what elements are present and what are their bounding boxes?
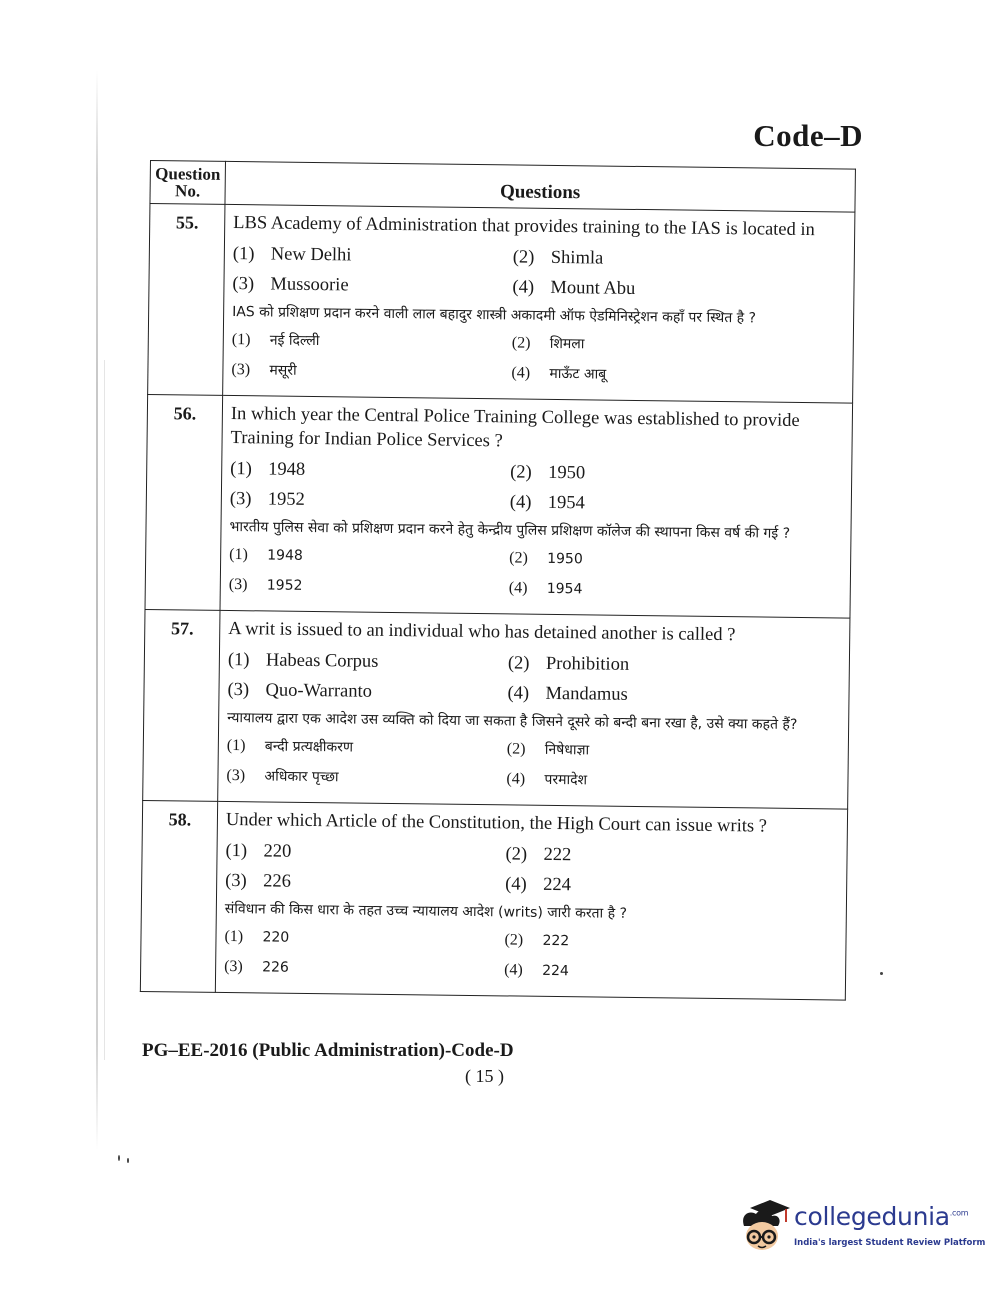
- option-number: (1): [224, 927, 244, 946]
- english-options: [227, 647, 841, 710]
- option-number: (2): [510, 462, 532, 483]
- question-number: 57.: [143, 609, 220, 801]
- option-number: (2): [504, 931, 524, 949]
- option-text: 226: [262, 959, 289, 976]
- english-options: [225, 838, 839, 901]
- option-number: (1): [226, 736, 246, 755]
- option-text: Quo-Warranto: [265, 680, 373, 702]
- english-option: [510, 459, 843, 489]
- option-number: (1): [230, 459, 252, 480]
- option-number: (3): [228, 575, 248, 594]
- english-option: [512, 274, 845, 304]
- question-text-english: In which year the Central Police Training College was established to provide Training for Indian Police Services ?: [230, 404, 800, 452]
- hindi-option: [504, 957, 837, 987]
- option-number: (3): [232, 274, 255, 295]
- brand-name-text: collegedunia: [794, 1202, 950, 1231]
- option-text: मसूरी: [269, 362, 297, 379]
- option-number: (1): [229, 545, 248, 564]
- brand-tagline: India's largest Student Review Platform: [794, 1238, 986, 1248]
- option-number: (4): [512, 277, 535, 298]
- hindi-options: [231, 327, 845, 390]
- question-row: [145, 394, 853, 618]
- english-option: [225, 838, 505, 867]
- option-number: (3): [226, 766, 246, 785]
- question-number: 56.: [145, 394, 223, 610]
- question-number: 55.: [148, 204, 225, 396]
- option-text: 222: [543, 844, 572, 866]
- questions-header: Questions: [225, 161, 855, 212]
- questions-table: [140, 160, 856, 1001]
- option-number: (3): [224, 957, 243, 976]
- option-number: (2): [507, 653, 530, 674]
- english-option: [505, 841, 838, 871]
- option-number: (1): [231, 331, 251, 349]
- hindi-options: [229, 542, 843, 605]
- question-content: [218, 610, 850, 809]
- option-text: Mount Abu: [550, 277, 636, 299]
- collegedunia-watermark: [736, 1196, 986, 1262]
- english-option: [232, 271, 512, 300]
- hindi-option: [511, 360, 844, 390]
- option-text: 222: [542, 932, 570, 950]
- option-number: (1): [225, 840, 248, 862]
- option-text: New Delhi: [270, 244, 352, 266]
- option-number: (4): [507, 683, 530, 704]
- hindi-option: [226, 763, 506, 792]
- hindi-option: [504, 927, 837, 957]
- option-number: (2): [509, 549, 528, 567]
- hindi-option: [232, 327, 512, 356]
- option-text: Mandamus: [545, 683, 628, 705]
- english-option: [230, 456, 510, 485]
- question-text-hindi: न्यायालय द्वारा एक आदेश उस व्यक्ति को दिया जा सकता है जिसने दूसरे को बन्दी बना रखा है, उसे क्या कहते हैं?: [227, 709, 798, 733]
- option-number: (3): [227, 679, 250, 701]
- option-number: (1): [232, 244, 255, 265]
- english-options: [232, 241, 846, 304]
- hindi-option: [224, 954, 504, 983]
- hindi-option: [509, 575, 842, 605]
- option-text: Habeas Corpus: [265, 650, 379, 672]
- option-number: (3): [225, 870, 247, 892]
- question-text-english: Under which Article of the Constitution, the High Court can issue writs ?: [225, 809, 768, 837]
- scan-speck: [118, 1155, 120, 1161]
- option-text: 220: [263, 841, 292, 862]
- english-options: [230, 456, 844, 519]
- question-text-hindi: संविधान की किस धारा के तहत उच्च न्यायालय आदेश (writs) जारी करता है ?: [224, 900, 628, 922]
- questions-body: [140, 204, 855, 1001]
- option-text: माऊँट आबू: [549, 365, 607, 383]
- question-content: [215, 801, 847, 1000]
- english-option: [508, 650, 841, 680]
- question-row: [140, 800, 847, 1000]
- hindi-option: [231, 357, 511, 386]
- option-number: (4): [509, 492, 532, 513]
- scan-speck: [127, 1158, 129, 1163]
- option-number: (4): [511, 364, 531, 382]
- hindi-option: [507, 736, 840, 766]
- hindi-option: [224, 924, 504, 953]
- question-content: [220, 395, 853, 618]
- hindi-option: [509, 545, 842, 575]
- option-text: 1954: [547, 492, 585, 514]
- english-option: [227, 677, 507, 706]
- option-text: 1948: [268, 459, 306, 480]
- question-row: [143, 609, 850, 809]
- option-text: Mussoorie: [270, 274, 349, 296]
- english-option: [233, 241, 513, 270]
- hindi-option: [229, 572, 509, 601]
- binding-shadow: [96, 70, 98, 1150]
- english-option: [230, 486, 510, 515]
- option-number: (3): [229, 489, 252, 510]
- question-text-hindi: IAS को प्रशिक्षण प्रदान करने वाली लाल बहादुर शास्त्री अकादमी ऑफ ऐडमिनिस्ट्रेशन कहाँ पर स्थित है ?: [232, 304, 757, 327]
- question-number: 58.: [140, 800, 217, 992]
- english-option: [513, 244, 846, 274]
- hindi-option: [229, 542, 509, 571]
- option-number: (3): [231, 361, 251, 379]
- question-row: [148, 204, 855, 404]
- option-text: 224: [543, 874, 572, 896]
- hindi-options: [226, 733, 840, 796]
- option-text: 1950: [547, 550, 583, 568]
- option-text: 1948: [267, 547, 303, 564]
- question-no-header: [150, 161, 226, 205]
- option-number: (4): [506, 770, 526, 788]
- option-text: 1950: [548, 462, 586, 484]
- option-text: 1954: [546, 580, 583, 598]
- brand-suffix: .com: [949, 1208, 969, 1218]
- english-option: [228, 647, 508, 676]
- question-text-hindi: भारतीय पुलिस सेवा को प्रशिक्षण प्रदान करने हेतु केन्द्रीय पुलिस प्रशिक्षण कॉलेज की स्थापना किस वर्ष की गई ?: [229, 518, 791, 542]
- hindi-option: [506, 766, 839, 796]
- question-text-english: A writ is issued to an individual who has detained another is called ?: [228, 618, 736, 646]
- option-text: शिमला: [549, 335, 585, 353]
- english-option: [225, 868, 505, 897]
- binding-shadow-secondary: [104, 360, 105, 1060]
- english-option: [507, 680, 840, 710]
- paper-code-header: Code–D: [753, 118, 863, 153]
- option-text: निषेधाज्ञा: [544, 741, 590, 759]
- option-text: Prohibition: [545, 653, 630, 675]
- option-text: परमादेश: [544, 771, 588, 789]
- option-number: (2): [511, 334, 531, 352]
- option-number: (2): [512, 247, 535, 268]
- option-number: (4): [505, 874, 527, 895]
- option-text: नई दिल्ली: [269, 332, 320, 350]
- question-text-english: LBS Academy of Administration that provides training to the IAS is located in: [233, 213, 815, 241]
- option-number: (2): [505, 844, 528, 865]
- scan-speck: [880, 972, 883, 975]
- option-text: अधिकार पृच्छा: [264, 768, 339, 786]
- question-no-header-line2: No.: [174, 181, 201, 201]
- question-no-header-line1: Question: [155, 164, 221, 184]
- english-option: [505, 871, 838, 901]
- option-text: 220: [262, 929, 290, 946]
- hindi-option: [512, 330, 845, 360]
- brand-wordmark: [794, 1202, 968, 1231]
- option-text: 1952: [266, 577, 303, 594]
- option-number: (1): [227, 649, 250, 671]
- option-text: बन्दी प्रत्यक्षीकरण: [264, 738, 354, 756]
- option-text: 1952: [267, 489, 305, 510]
- hindi-option: [227, 733, 507, 762]
- option-text: 224: [542, 962, 569, 980]
- option-number: (4): [504, 961, 523, 979]
- question-content: [223, 204, 855, 403]
- hindi-options: [224, 924, 838, 987]
- option-number: (4): [508, 579, 528, 597]
- english-option: [510, 489, 843, 519]
- page-number: ( 15 ): [465, 1066, 504, 1086]
- option-number: (2): [506, 740, 526, 758]
- footer-paper-code: PG–EE-2016 (Public Administration)-Code-D: [142, 1040, 514, 1061]
- option-text: Shimla: [550, 247, 604, 269]
- option-text: 226: [263, 871, 292, 892]
- collegedunia-mascot-icon: [736, 1196, 792, 1256]
